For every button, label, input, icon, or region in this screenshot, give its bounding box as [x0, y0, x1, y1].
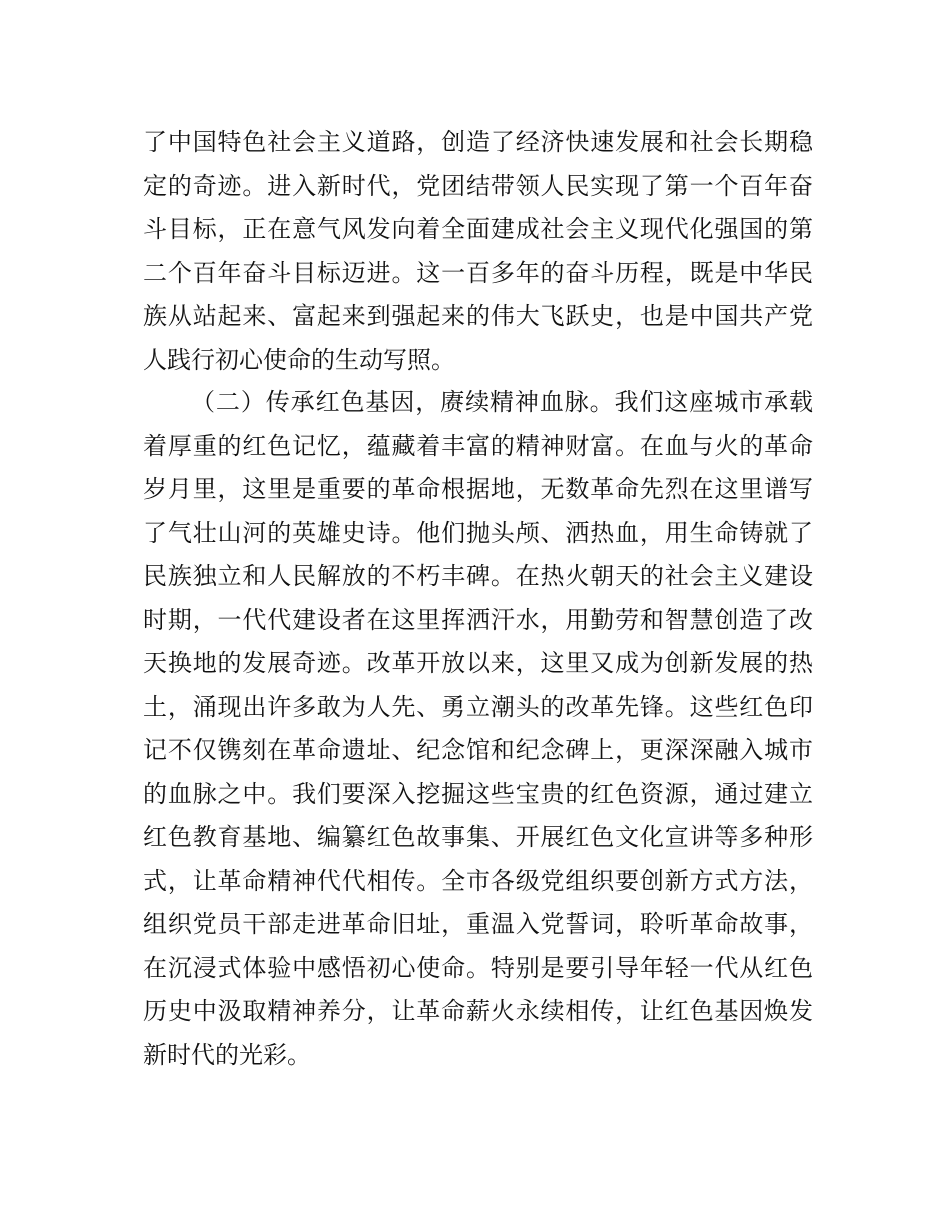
paragraph-text: （二）传承红色基因，赓续精神血脉。我们这座城市承载着厚重的红色记忆，蕴藏着丰富的精神财富。在血与火的革命岁月里，这里是重要的革命根据地，无数革命先烈在这里谱写了气壮山河的英雄史诗。他们抛头颅、洒热血，用生命铸就了民族独立和人民解放的不朽丰碑。在热火朝天的社会主义建设时期，一代代建设者在这里挥洒汗水，用勤劳和智慧创造了改天换地的发展奇迹。改革开放以来，这里又成为创新发展的热土，涌现出许多敢为人先、勇立潮头的改革先锋。这些红色印记不仅镌刻在革命遗址、纪念馆和纪念碑上，更深深融入城市的血脉之中。我们要深入挖掘这些宝贵的红色资源，通过建立红色教育基地、编纂红色故事集、开展红色文化宣讲等多种形式，让革命精神代代相传。全市各级党组织要创新方式方法，组织党员干部走进革命旧址，重温入党誓词，聆听革命故事，在沉浸式体验中感悟初心使命。特别是要引导年轻一代从红色历史中汲取精神养分，让革命薪火永续相传，让红色基因焕发新时代的光彩。 — [143, 388, 813, 1069]
paragraph-text: 了中国特色社会主义道路，创造了经济快速发展和社会长期稳定的奇迹。进入新时代，党团结带领人民实现了第一个百年奋斗目标，正在意气风发向着全面建成社会主义现代化强国的第二个百年奋斗目标迈进。这一百多年的奋斗历程，既是中华民族从站起来、富起来到强起来的伟大飞跃史，也是中国共产党人践行初心使命的生动写照。 — [143, 128, 813, 374]
paragraph-continuation — [143, 121, 813, 382]
paragraph-section-two — [143, 381, 813, 1077]
